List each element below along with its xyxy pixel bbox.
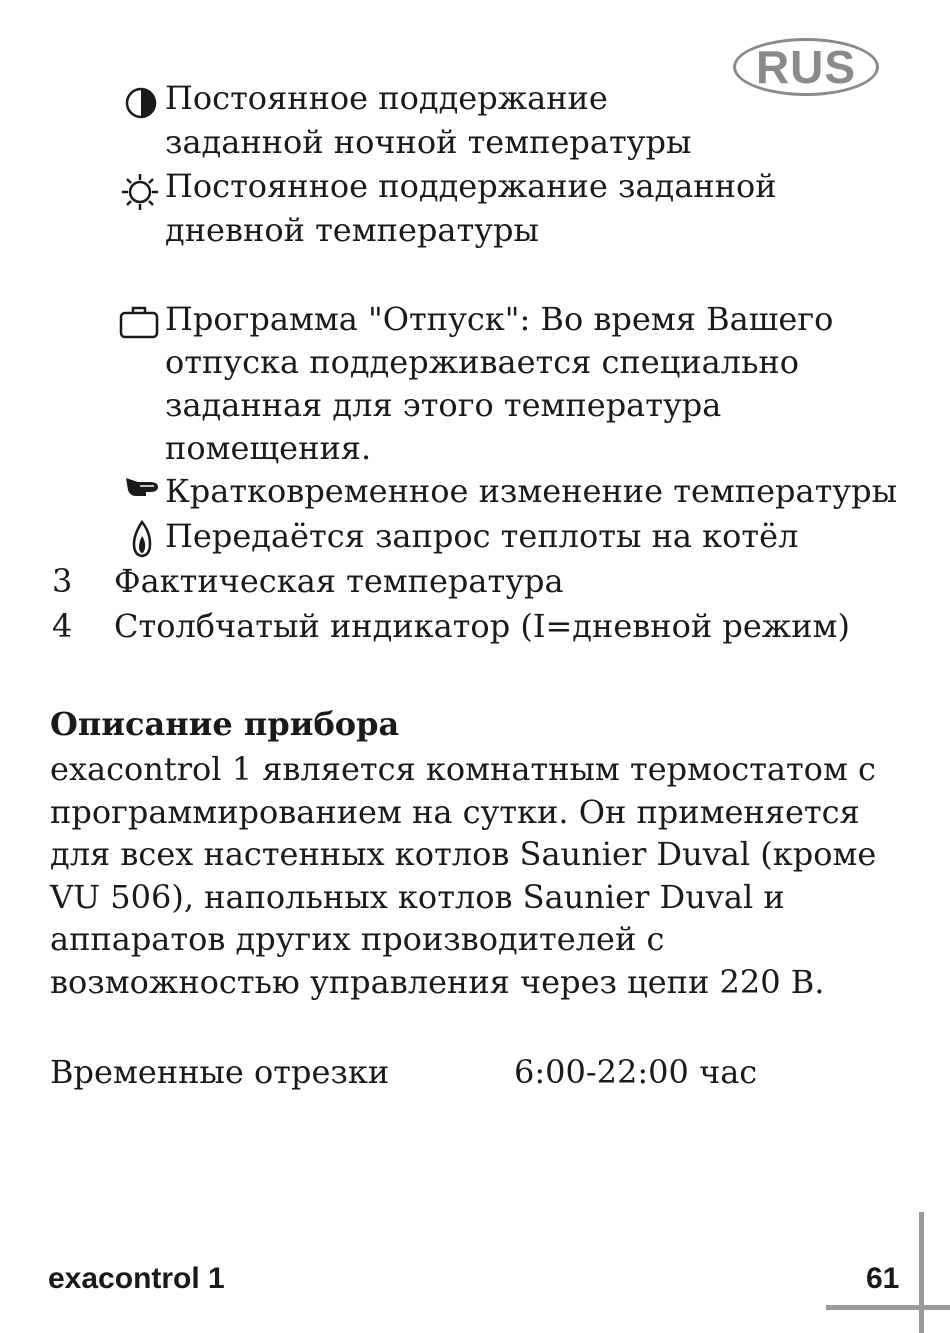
- mode-override-line-1: Кратковременное изменение температуры: [165, 472, 898, 510]
- suitcase-icon: [119, 305, 159, 339]
- mode-heat-line-1: Передаётся запрос теплоты на котёл: [165, 517, 799, 555]
- description-line: аппаратов других производителей с: [50, 920, 665, 958]
- page-number: 61: [866, 1262, 900, 1295]
- footer-product-name: exacontrol 1: [48, 1262, 225, 1295]
- description-line: VU 506), напольных котлов Saunier Duval и: [50, 877, 785, 916]
- mode-vacation-line-2: отпуска поддерживается специально: [165, 343, 800, 381]
- half-moon-icon: [124, 86, 158, 120]
- mode-night-line-1: Постоянное поддержание: [165, 79, 608, 117]
- item-4-text: Столбчатый индикатор (I=дневной режим): [114, 607, 850, 645]
- description-paragraph: [50, 748, 890, 1003]
- language-badge-label: RUS: [755, 41, 857, 93]
- mode-vacation-line-1: Программа "Отпуск": Во время Вашего: [165, 300, 834, 338]
- hand-pointer-icon: [124, 474, 160, 500]
- description-line: программированием на сутки. Он применяется: [50, 792, 860, 831]
- crop-mark-vertical: [919, 1212, 924, 1333]
- language-badge: [733, 38, 879, 96]
- mode-night-line-2: заданной ночной температуры: [165, 123, 692, 161]
- spec-value: 6:00-22:00 час: [514, 1053, 758, 1091]
- flame-icon: [130, 520, 154, 558]
- item-4-number: 4: [52, 607, 73, 645]
- description-line: для всех настенных котлов Saunier Duval (кроме: [50, 835, 877, 873]
- mode-vacation-line-4: помещения.: [165, 429, 372, 467]
- item-3-number: 3: [52, 562, 73, 600]
- crop-mark-horizontal: [826, 1305, 950, 1310]
- description-line: возможностью управления через цепи 220 В.: [50, 962, 825, 1001]
- item-3-text: Фактическая температура: [114, 562, 564, 600]
- mode-day-line-2: дневной температуры: [165, 211, 539, 249]
- section-heading: Описание прибора: [50, 705, 400, 743]
- mode-vacation-line-3: заданная для этого температура: [165, 386, 722, 424]
- description-line: exacontrol 1 является комнатным термостатом с: [50, 750, 876, 788]
- spec-label: Временные отрезки: [50, 1053, 390, 1091]
- mode-day-line-1: Постоянное поддержание заданной: [165, 167, 777, 205]
- sun-icon: [120, 172, 160, 212]
